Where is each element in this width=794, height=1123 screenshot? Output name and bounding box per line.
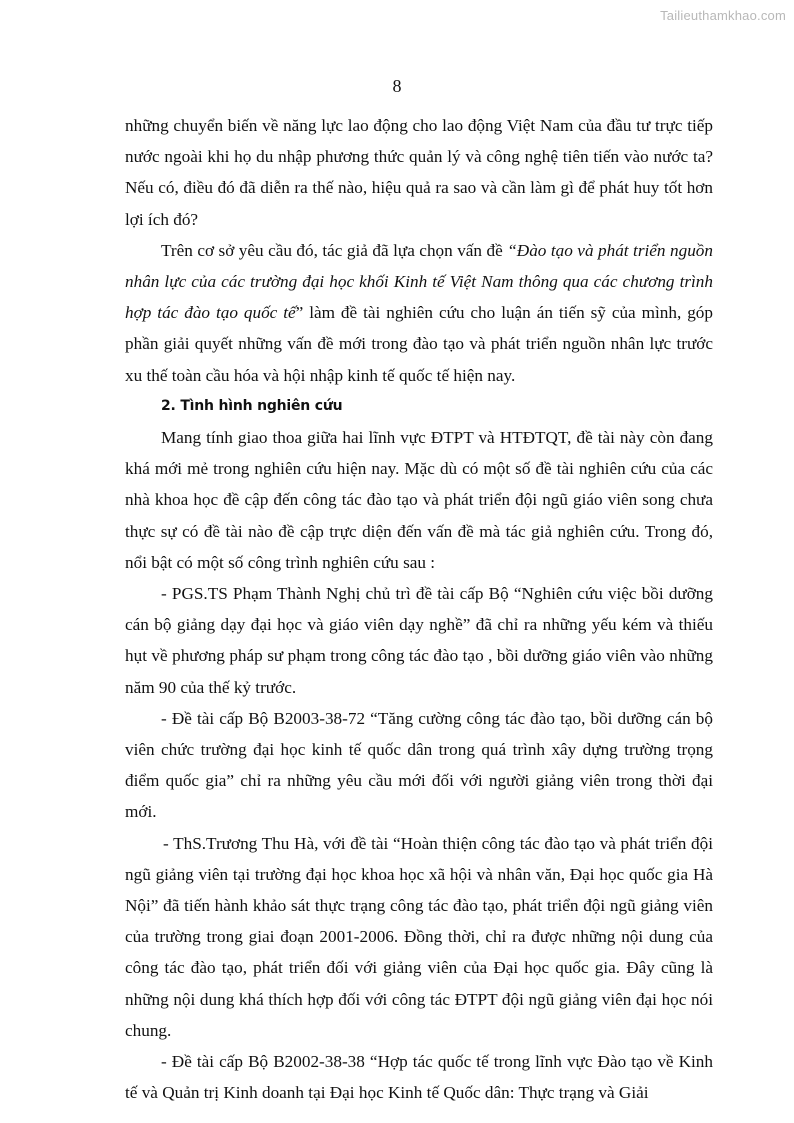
list-item: - Đề tài cấp Bộ B2002-38-38 “Hợp tác quốc tế trong lĩnh vực Đào tạo về Kinh tế và Quản trị Kinh doanh tại Đại học Kinh tế Quốc dân: Thực trạng và Giải xyxy=(125,1052,713,1103)
paragraph xyxy=(125,235,713,391)
list-item: - Đề tài cấp Bộ B2003-38-72 “Tăng cường công tác đào tạo, bồi dưỡng cán bộ viên chức trường đại học kinh tế quốc dân trong quá trình xây dựng trường trọng điểm quốc gia” chỉ ra những yêu cầu mới đối với người giảng viên trong thời đại mới. xyxy=(125,708,713,822)
section-heading: 2. Tình hình nghiên cứu xyxy=(161,397,343,414)
paragraph: Mang tính giao thoa giữa hai lĩnh vực ĐTPT và HTĐTQT, đề tài này còn đang khá mới mẻ trong nghiên cứu hiện nay. Mặc dù có một số đề tài nghiên cứu của các nhà khoa học đề cập đến công tác đào tạo và phát triển đội ngũ giáo viên song chưa thực sự có đề tài nào đề cập trực diện đến vấn đề mà tác giả nghiên cứu. Trong đó, nổi bật có một số công trình nghiên cứu sau : xyxy=(125,428,713,572)
paragraph-text: Trên cơ sở yêu cầu đó, tác giả đã lựa chọn vấn đề xyxy=(161,240,508,260)
list-item: - PGS.TS Phạm Thành Nghị chủ trì đề tài cấp Bộ “Nghiên cứu việc bồi dưỡng cán bộ giảng dạy đại học và giáo viên dạy nghề” đã chỉ ra những yếu kém và thiếu hụt về phương pháp sư phạm trong công tác đào tạo , bồi dưỡng giáo viên vào những năm 90 của thế kỷ trước. xyxy=(125,584,713,697)
paragraph: những chuyển biến về năng lực lao động cho lao động Việt Nam của đầu tư trực tiếp nước ngoài khi họ du nhập phương thức quản lý và công nghệ tiên tiến vào nước ta? Nếu có, điều đó đã diễn ra thế nào, hiệu quả ra sao và cần làm gì để phát huy tốt hơn lợi ích đó? xyxy=(125,116,713,229)
thesis-title: “Đào tạo và phát triển nguồn nhân lực của các trường đại học khối Kinh tế Việt Nam thông qua các chương trình hợp tác đào tạo quốc tế xyxy=(125,240,713,323)
page-number: 8 xyxy=(392,76,402,96)
paragraph-text: ” làm đề tài nghiên cứu cho luận án tiến sỹ của mình, góp phần giải quyết những vấn đề mới trong đào tạo và phát triển nguồn nhân lực trước xu thế toàn cầu hóa và hội nhập kinh tế quốc tế hiện nay. xyxy=(125,303,713,385)
list-item: - ThS.Trương Thu Hà, với đề tài “Hoàn thiện công tác đào tạo và phát triển đội ngũ giảng viên tại trường đại học khoa học xã hội và nhân văn, Đại học quốc gia Hà Nội” đã tiến hành khảo sát thực trạng công tác đào tạo, phát triển đội ngũ giảng viên của trường trong giai đoạn 2001-2006. Đồng thời, chỉ ra được những nội dung của công tác đào tạo, phát triển đối với giảng viên của Đại học quốc gia. Đây cũng là những nội dung khá thích hợp đối với công tác ĐTPT đội ngũ giảng viên đại học nói chung. xyxy=(125,833,713,1040)
document-body xyxy=(125,110,713,1109)
watermark: Tailieuthamkhao.com xyxy=(660,8,786,23)
